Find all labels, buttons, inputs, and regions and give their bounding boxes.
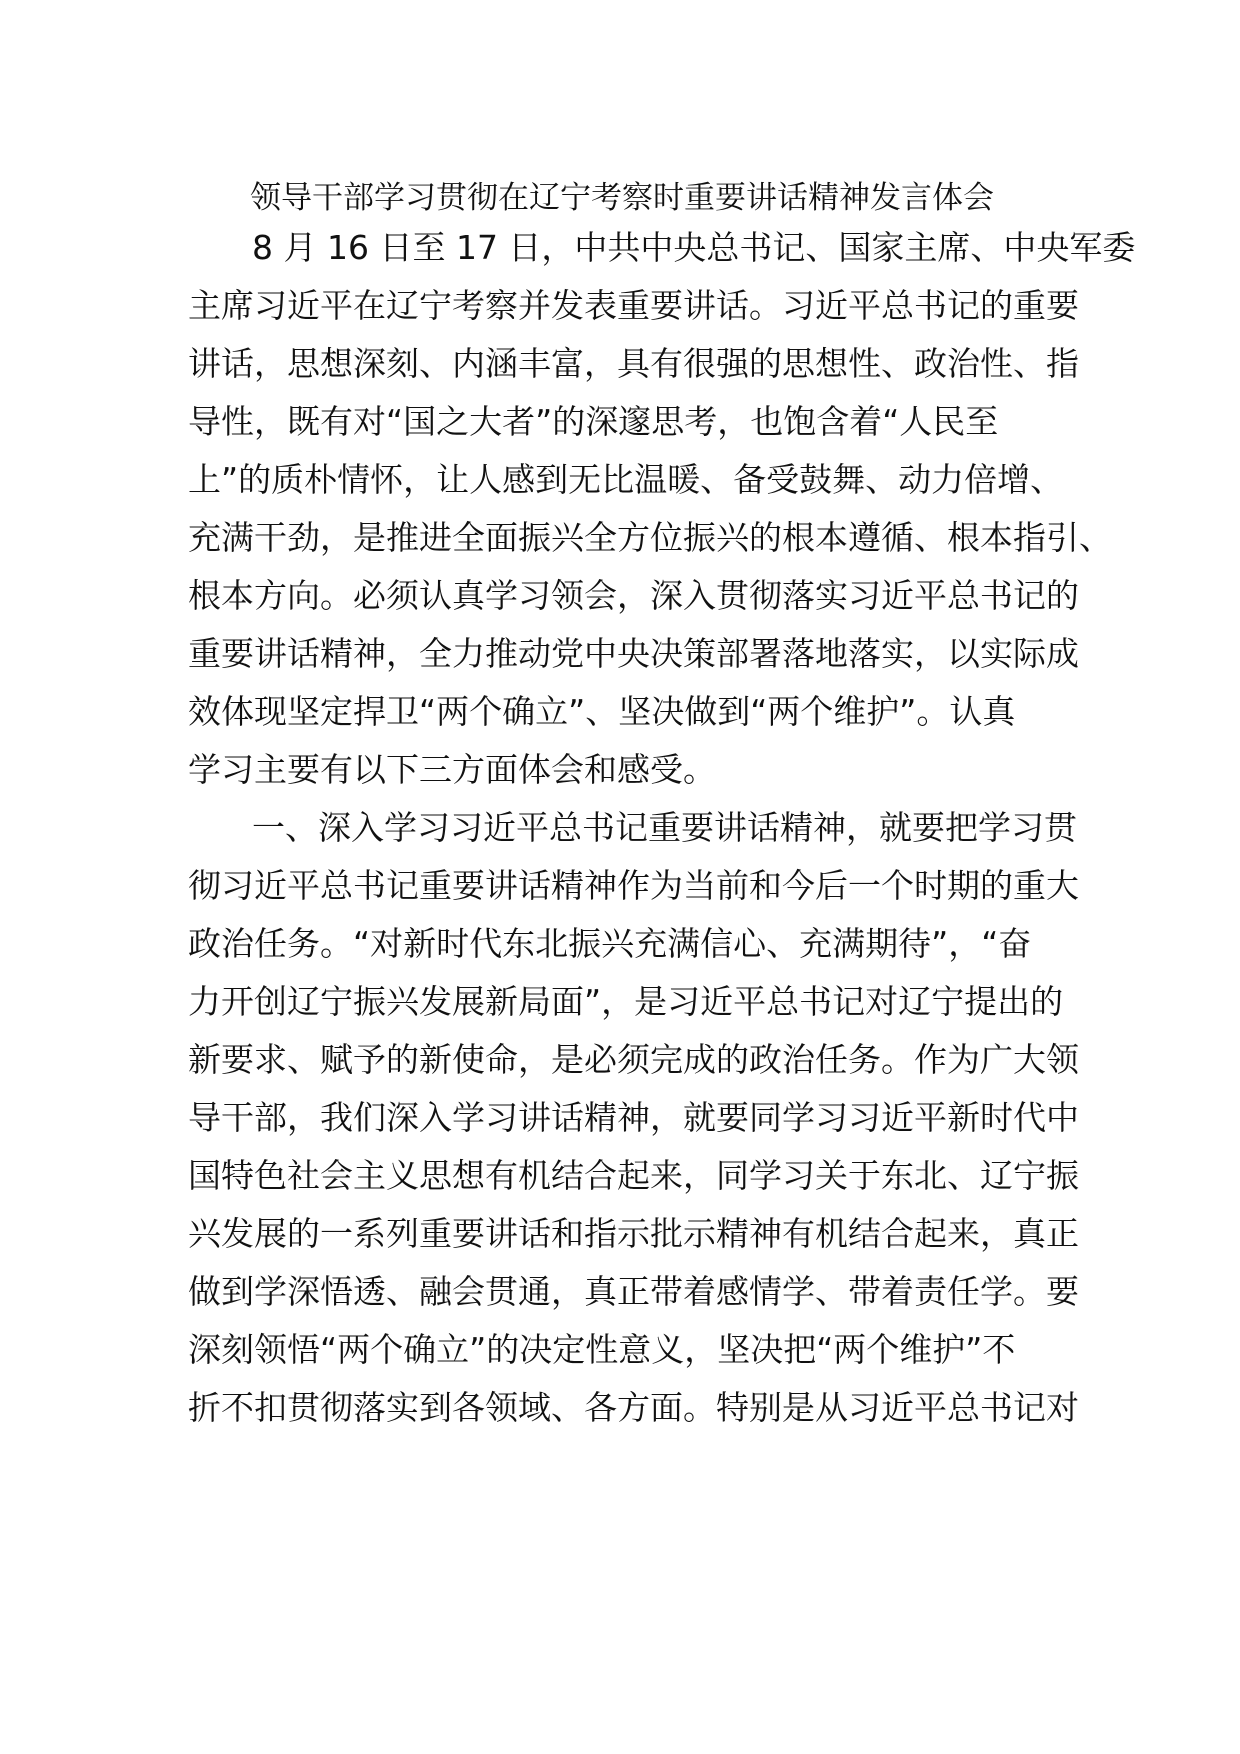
paragraph-2-line-7: 国特色社会主义思想有机结合起来，同学习关于东北、辽宁振: [188, 1156, 1079, 1195]
paragraph-1-line-8: 重要讲话精神，全力推动党中央决策部署落地落实，以实际成: [188, 634, 1079, 673]
paragraph-2-line-3: 政治任务。“对新时代东北振兴充满信心、充满期待”，“奋: [188, 924, 1032, 963]
paragraph-2-line-6: 导干部，我们深入学习讲话精神，就要同学习习近平新时代中: [188, 1098, 1079, 1137]
paragraph-1-line-7: 根本方向。必须认真学习领会，深入贯彻落实习近平总书记的: [188, 576, 1079, 615]
paragraph-2-line-5: 新要求、赋予的新使命，是必须完成的政治任务。作为广大领: [188, 1040, 1079, 1079]
paragraph-2-line-11: 折不扣贯彻落实到各领域、各方面。特别是从习近平总书记对: [188, 1388, 1079, 1427]
paragraph-2-line-1: 一、深入学习习近平总书记重要讲话精神，就要把学习贯: [252, 808, 1077, 847]
paragraph-1-line-2: 主席习近平在辽宁考察并发表重要讲话。习近平总书记的重要: [188, 286, 1079, 325]
paragraph-1-line-5: 上”的质朴情怀，让人感到无比温暖、备受鼓舞、动力倍增、: [188, 460, 1064, 499]
paragraph-1-line-4: 导性，既有对“国之大者”的深邃思考，也饱含着“人民至: [188, 402, 999, 441]
paragraph-2-line-8: 兴发展的一系列重要讲话和指示批示精神有机结合起来，真正: [188, 1214, 1079, 1253]
paragraph-1-line-9: 效体现坚定捍卫“两个确立”、坚决做到“两个维护”。认真: [188, 692, 1016, 731]
paragraph-2-line-9: 做到学深悟透、融会贯通，真正带着感情学、带着责任学。要: [188, 1272, 1079, 1311]
paragraph-1-line-3: 讲话，思想深刻、内涵丰富，具有很强的思想性、政治性、指: [188, 344, 1079, 383]
paragraph-2-line-4: 力开创辽宁振兴发展新局面”，是习近平总书记对辽宁提出的: [188, 982, 1064, 1021]
paragraph-1-line-6: 充满干劲，是推进全面振兴全方位振兴的根本遵循、根本指引、: [188, 518, 1112, 557]
document-title: 领导干部学习贯彻在辽宁考察时重要讲话精神发言体会: [250, 180, 994, 216]
paragraph-2-line-10: 深刻领悟“两个确立”的决定性意义，坚决把“两个维护”不: [188, 1330, 1016, 1369]
paragraph-1-line-10: 学习主要有以下三方面体会和感受。: [188, 750, 716, 789]
paragraph-2-line-2: 彻习近平总书记重要讲话精神作为当前和今后一个时期的重大: [188, 866, 1079, 905]
paragraph-1-line-1: 8 月 16 日至 17 日，中共中央总书记、国家主席、中央军委: [252, 228, 1136, 267]
